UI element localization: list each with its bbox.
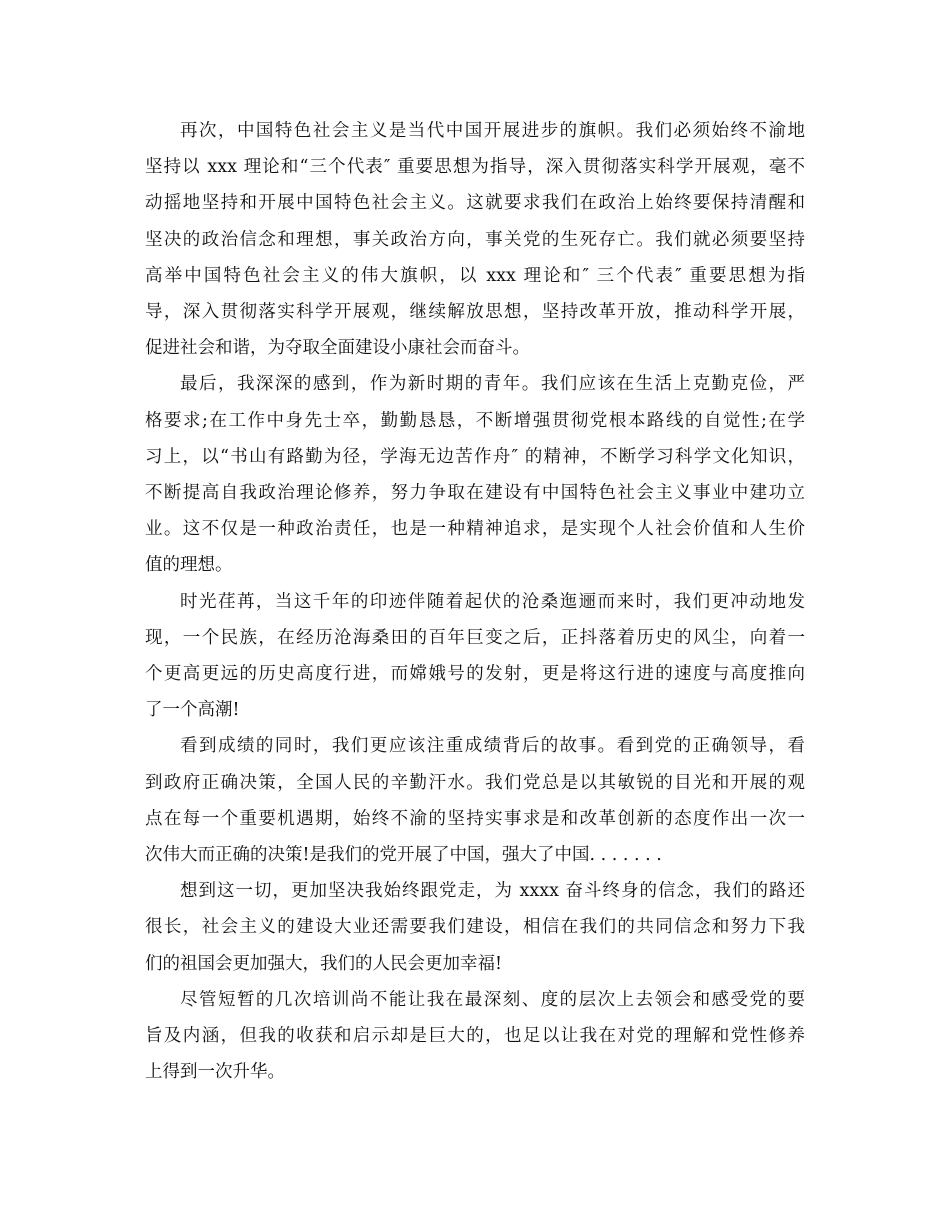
text-line: 们的祖国会更加强大，我们的人民会更加幸福! [145,953,503,974]
text-line: 高举中国特色社会主义的伟大旗帜，以 xxx 理论和″ 三个代表″ 重要思想为指 [145,265,805,286]
text-line: 坚决的政治信念和理想，事关政治方向，事关党的生死存亡。我们就必须要坚持 [145,229,805,250]
text-line: 次伟大而正确的决策!是我们的党开展了中国，强大了中国. . . . . . . [145,845,662,866]
text-line: 导，深入贯彻落实科学开展观，继续解放思想，坚持改革开放，推动科学开展， [145,302,805,323]
text-line: 到政府正确决策，全国人民的辛勤汗水。我们党总是以其敏锐的目光和开展的观 [145,772,805,793]
text-line: 动摇地坚持和开展中国特色社会主义。这就要求我们在政治上始终要保持清醒和 [145,193,805,214]
paragraph-4 [145,728,805,873]
text-line: 格要求;在工作中身先士卒，勤勤恳恳，不断增强贯彻党根本路线的自觉性;在学 [145,410,805,431]
text-line: 时光荏苒，当这千年的印迹伴随着起伏的沧桑迤逦而来时，我们更冲动地发 [180,591,805,612]
text-line: 习上，以“书山有路勤为径，学海无边苦作舟″ 的精神，不断学习科学文化知识， [145,446,805,467]
text-line: 上得到一次升华。 [145,1062,285,1083]
text-line: 了一个高潮! [145,700,240,721]
text-line: 个更高更远的历史高度行进，而嫦娥号的发射，更是将这行进的速度与高度推向 [145,664,805,685]
text-line: 想到这一切，更加坚决我始终跟党走，为 xxxx 奋斗终身的信念，我们的路还 [180,881,805,902]
paragraph-5 [145,873,805,982]
text-line: 看到成绩的同时，我们更应该注重成绩背后的故事。看到党的正确领导，看 [180,736,805,757]
text-line: 很长，社会主义的建设大业还需要我们建设，相信在我们的共同信念和努力下我 [145,917,805,938]
paragraph-2 [145,366,805,583]
text-line: 促进社会和谐，为夺取全面建设小康社会而奋斗。 [145,338,530,359]
text-line: 点在每一个重要机遇期，始终不渝的坚持实事求是和改革创新的态度作出一次一 [145,808,805,829]
paragraph-6 [145,982,805,1091]
text-line: 坚持以 xxx 理论和“三个代表″ 重要思想为指导，深入贯彻落实科学开展观，毫不 [145,157,805,178]
text-line: 值的理想。 [145,555,233,576]
text-line: 旨及内涵，但我的收获和启示却是巨大的，也足以让我在对党的理解和党性修养 [145,1026,805,1047]
text-line: 再次，中国特色社会主义是当代中国开展进步的旗帜。我们必须始终不渝地 [180,121,805,141]
paragraph-3 [145,584,805,729]
text-line: 不断提高自我政治理论修养，努力争取在建设有中国特色社会主义事业中建功立 [145,483,805,504]
text-line: 尽管短暂的几次培训尚不能让我在最深刻、度的层次上去领会和感受党的要 [180,989,805,1010]
document-body [145,113,805,1090]
text-line: 现，一个民族，在经历沧海桑田的百年巨变之后，正抖落着历史的风尘，向着一 [145,627,805,648]
text-line: 业。这不仅是一种政治责任，也是一种精神追求，是实现个人社会价值和人生价 [145,519,805,540]
text-line: 最后，我深深的感到，作为新时期的青年。我们应该在生活上克勤克俭，严 [180,374,805,395]
paragraph-1 [145,113,805,366]
